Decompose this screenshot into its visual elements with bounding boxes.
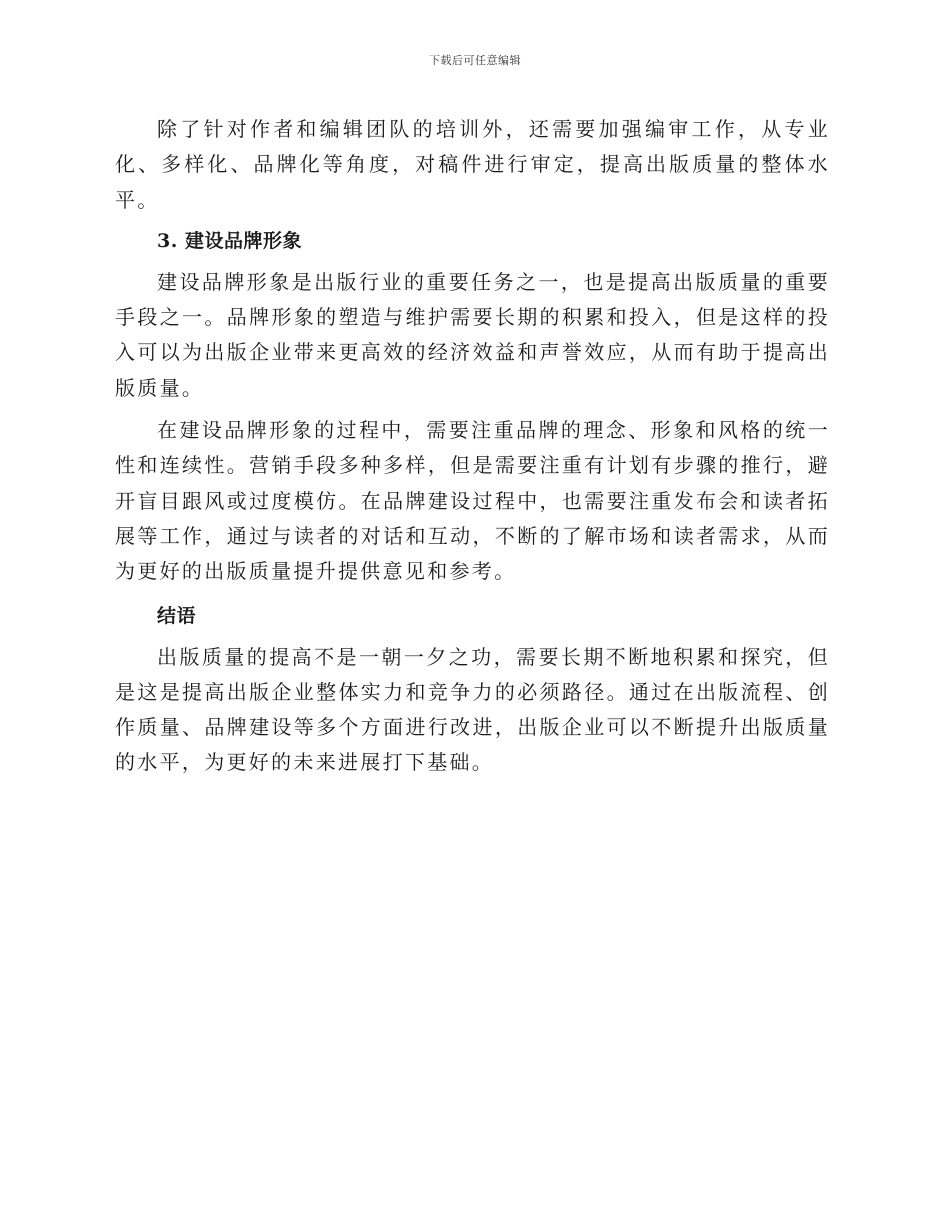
- paragraph-editorial-review: 除了针对作者和编辑团队的培训外，还需要加强编审工作，从专业化、多样化、品牌化等角度，对稿件进行审定，提高出版质量的整体水平。: [115, 117, 830, 212]
- section-heading-brand-image: 3. 建设品牌形象: [157, 229, 302, 252]
- page-header: 下载后可任意编辑: [429, 54, 521, 67]
- document-body: [115, 112, 830, 781]
- paragraph-brand-building-process: 在建设品牌形象的过程中，需要注重品牌的理念、形象和风格的统一性和连续性。营销手段多种多样，但是需要注重有计划有步骤的推行，避开盲目跟风或过度模仿。在品牌建设过程中，也需要注重发布会和读者拓展等工作，通过与读者的对话和互动，不断的了解市场和读者需求，从而为更好的出版质量提升提供意见和参考。: [115, 418, 830, 584]
- paragraph-conclusion: 出版质量的提高不是一朝一夕之功，需要长期不断地积累和探究，但是这是提高出版企业整体实力和竞争力的必须路径。通过在出版流程、创作质量、品牌建设等多个方面进行改进，出版企业可以不断提升出版质量的水平，为更好的未来进展打下基础。: [115, 644, 830, 775]
- paragraph-brand-image-importance: 建设品牌形象是出版行业的重要任务之一，也是提高出版质量的重要手段之一。品牌形象的塑造与维护需要长期的积累和投入，但是这样的投入可以为出版企业带来更高效的经济效益和声誉效应，从而有助于提高出版质量。: [115, 269, 830, 400]
- section-heading-conclusion: 结语: [157, 604, 197, 627]
